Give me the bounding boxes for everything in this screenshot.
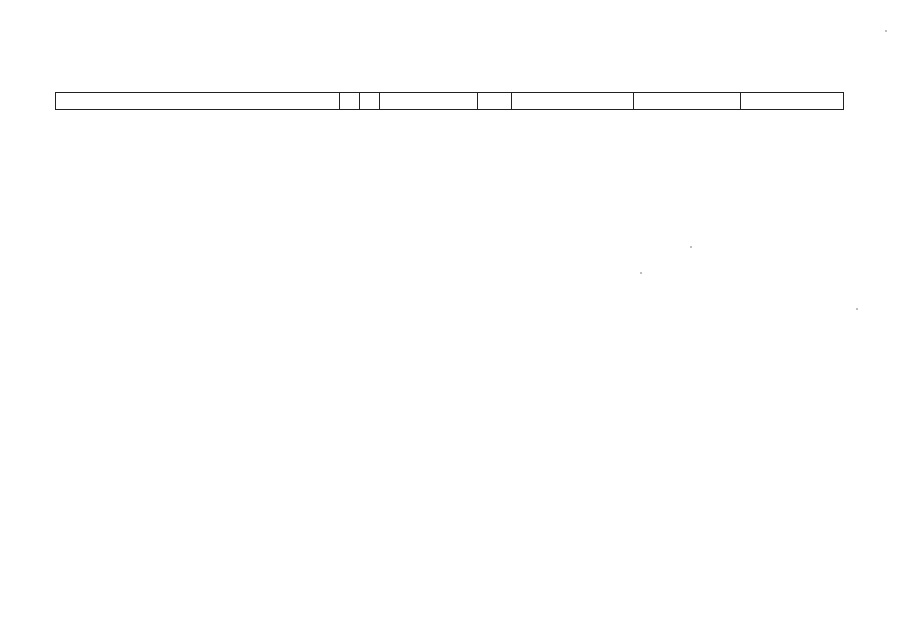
table-header — [55, 92, 844, 110]
scan-speck — [885, 30, 887, 32]
header-col-3 — [360, 93, 380, 109]
header-col-6 — [512, 93, 634, 109]
header-col-8 — [741, 93, 843, 109]
header-col-2 — [340, 93, 360, 109]
scan-speck — [856, 308, 858, 310]
header-col-7 — [634, 93, 742, 109]
scan-speck — [640, 272, 642, 274]
scan-speck — [690, 246, 692, 248]
header-col-4 — [380, 93, 478, 109]
header-col-5 — [478, 93, 512, 109]
header-col-1 — [56, 93, 340, 109]
